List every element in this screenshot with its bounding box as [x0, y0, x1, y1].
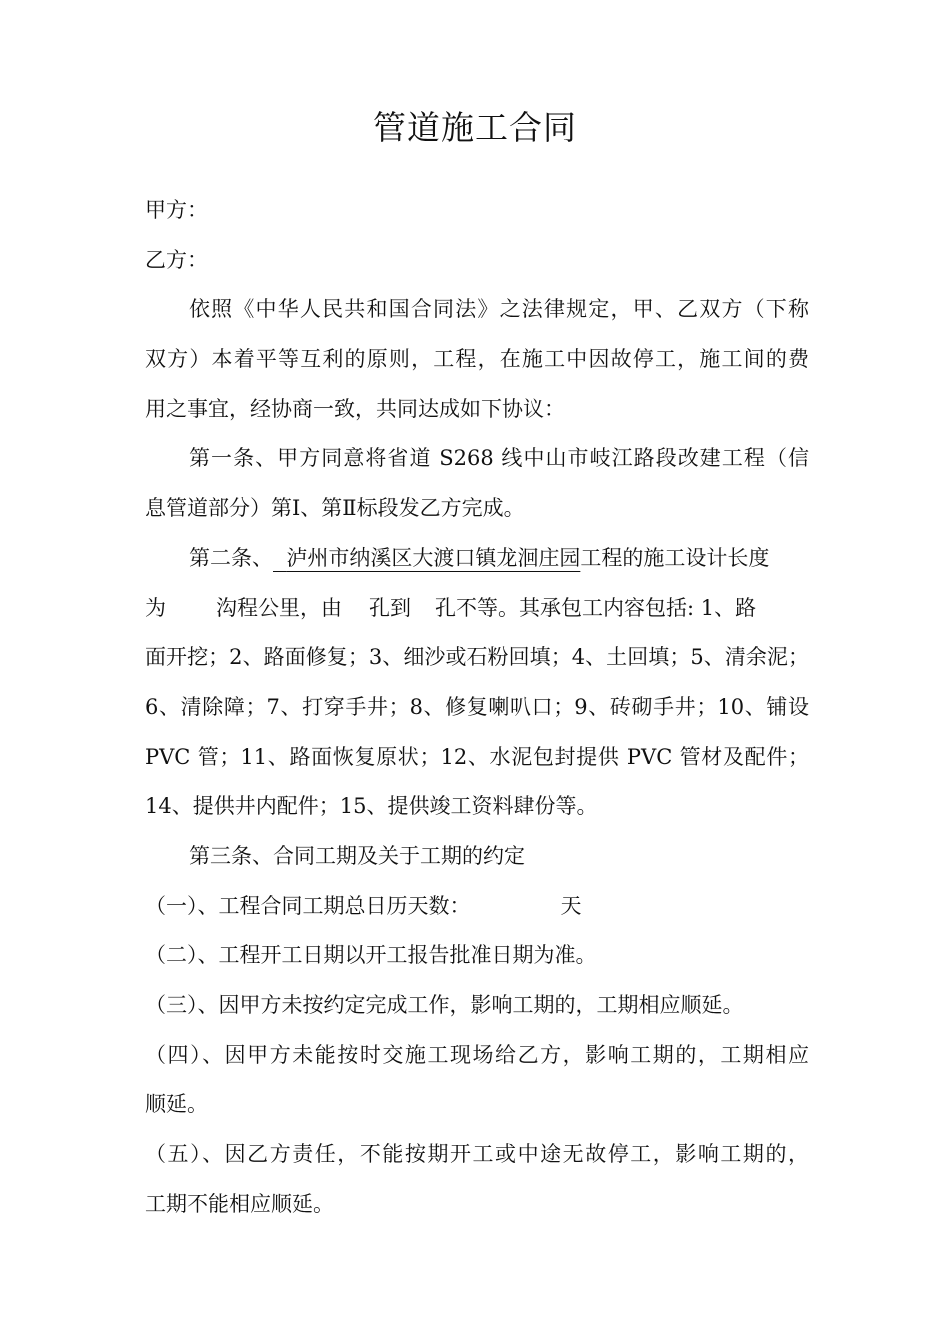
article3-item-4-line-2: 顺延。: [145, 1092, 208, 1117]
contract-body: [145, 186, 809, 1229]
article3-item-5-line-1: （五）、因乙方责任，不能按期开工或中途无故停工，影响工期的，: [145, 1142, 809, 1167]
article2-line-1: [145, 534, 809, 584]
preamble-line-3: 用之事宜，经协商一致，共同达成如下协议：: [145, 396, 565, 421]
article3-item-1: （一）、工程合同工期总日历天数： 天: [145, 893, 582, 918]
article3-item-4-line-1: （四）、因甲方未能按时交施工现场给乙方，影响工期的，工期相应: [145, 1042, 809, 1067]
article2-line-5: PVC 管；11、路面恢复原状；12、水泥包封提供 PVC 管材及配件；: [145, 744, 809, 769]
article2-line-6: 14、提供井内配件；15、提供竣工资料肆份等。: [145, 794, 598, 819]
article2-project-name: 泸州市纳溪区大渡口镇龙洄庄园: [286, 545, 581, 570]
article2-prefix: 第二条、: [189, 545, 273, 570]
article2-line-3: 面开挖；2、路面修复；3、细沙或石粉回填；4、土回填；5、清余泥；: [145, 645, 809, 670]
article1-line-1: 第一条、甲方同意将省道 S268 线中山市岐江路段改建工程（信: [189, 446, 809, 471]
article2-suffix: 工程的施工设计长度: [580, 545, 770, 570]
party-b-line: 乙方：: [145, 247, 208, 272]
preamble-line-1: 依照《中华人民共和国合同法》之法律规定，甲、乙双方（下称: [189, 297, 809, 322]
party-a-line: 甲方：: [145, 198, 208, 222]
preamble-line-2: 双方）本着平等互利的原则，工程，在施工中因故停工，施工间的费: [145, 347, 809, 372]
article3-heading: 第三条、合同工期及关于工期的约定: [189, 843, 525, 868]
article3-item-5-line-2: 工期不能相应顺延。: [145, 1191, 334, 1216]
article1-line-2: 息管道部分）第Ⅰ、第Ⅱ标段发乙方完成。: [145, 496, 525, 521]
page-title: 管道施工合同: [373, 108, 577, 147]
article2-line-4: 6、清除障；7、打穿手井；8、修复喇叭口；9、砖砌手井；10、铺设: [145, 694, 809, 719]
article3-item-2: （二）、工程开工日期以开工报告批准日期为准。: [145, 943, 597, 968]
article3-item-3: （三）、因甲方未按约定完成工作，影响工期的，工期相应顺延。: [145, 993, 744, 1017]
article2-line-2: 为 沟程公里，由 孔到 孔不等。其承包工内容包括: 1、路: [145, 595, 757, 620]
